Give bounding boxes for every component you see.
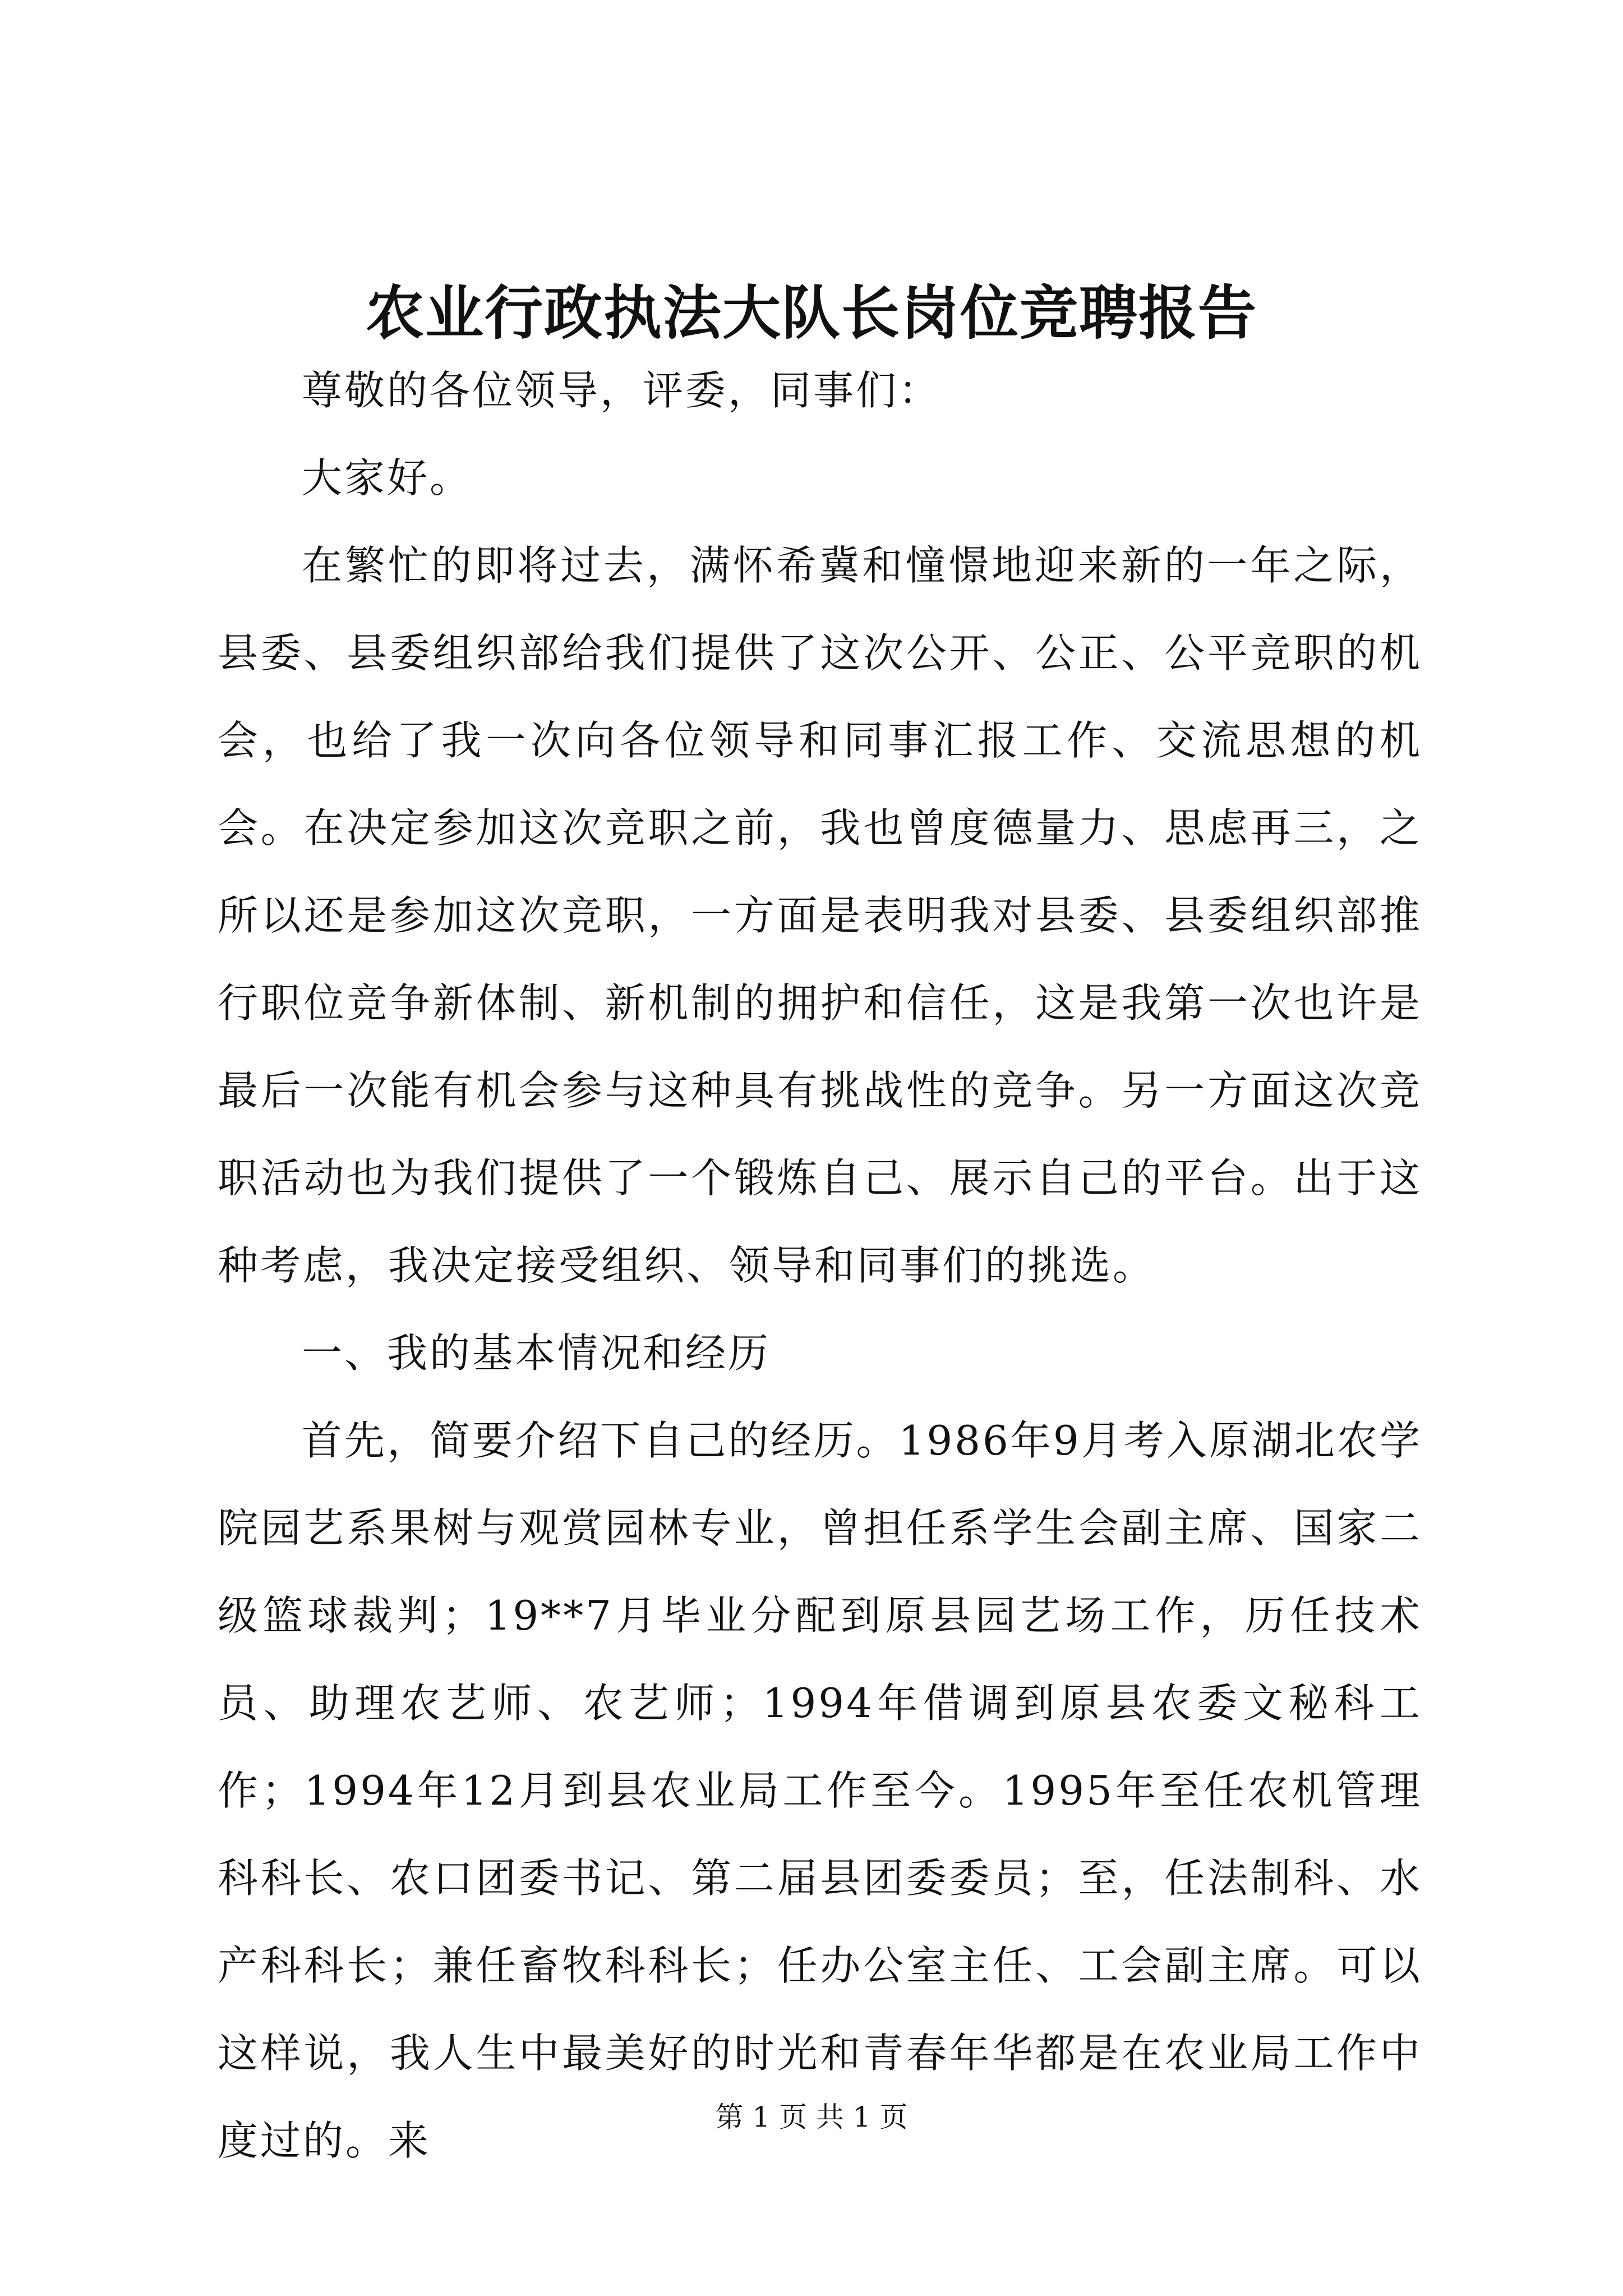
greeting-paragraph: 大家好。 <box>302 454 473 501</box>
page-footer: 第 1 页 共 1 页 <box>715 2101 908 2133</box>
experience-paragraph: 首先，简要介绍下自己的经历。1986年9月考入原湖北农学院园艺系果树与观赏园林专业，曾担任系学生会副主席、国家二级篮球裁判；19**7月毕业分配到原县园艺场工作，历任技术员、助理农艺师、农艺师；1994年借调到原县农委文秘科工作；1994年12月到县农业局工作至今。1995年至任农机管理科科长、农口团委书记、第二届县团委委员；至，任法制科、水产科科长；兼任畜牧科科长；任办公室主任、工会副主席。可以这样说，我人生中最美好的时光和青春年华都是在农业局工作中度过的。来 <box>218 1417 1422 2164</box>
section-heading: 一、我的基本情况和经历 <box>302 1329 771 1377</box>
document-body <box>218 347 1422 2184</box>
salutation-paragraph: 尊敬的各位领导，评委，同事们： <box>302 367 942 414</box>
intro-paragraph: 在繁忙的即将过去，满怀希冀和憧憬地迎来新的一年之际，县委、县委组织部给我们提供了这次公开、公正、公平竞职的机会，也给了我一次向各位领导和同事汇报工作、交流思想的机会。在决定参加这次竞职之前，我也曾度德量力、思虑再三，之所以还是参加这次竞职，一方面是表明我对县委、县委组织部推行职位竞争新体制、新机制的拥护和信任，这是我第一次也许是最后一次能有机会参与这种具有挑战性的竞争。另一方面这次竞职活动也为我们提供了一个锻炼自己、展示自己的平台。出于这种考虑，我决定接受组织、领导和同事们的挑选。 <box>218 542 1422 1289</box>
document-title: 农业行政执法大队长岗位竞聘报告 <box>365 278 1257 347</box>
